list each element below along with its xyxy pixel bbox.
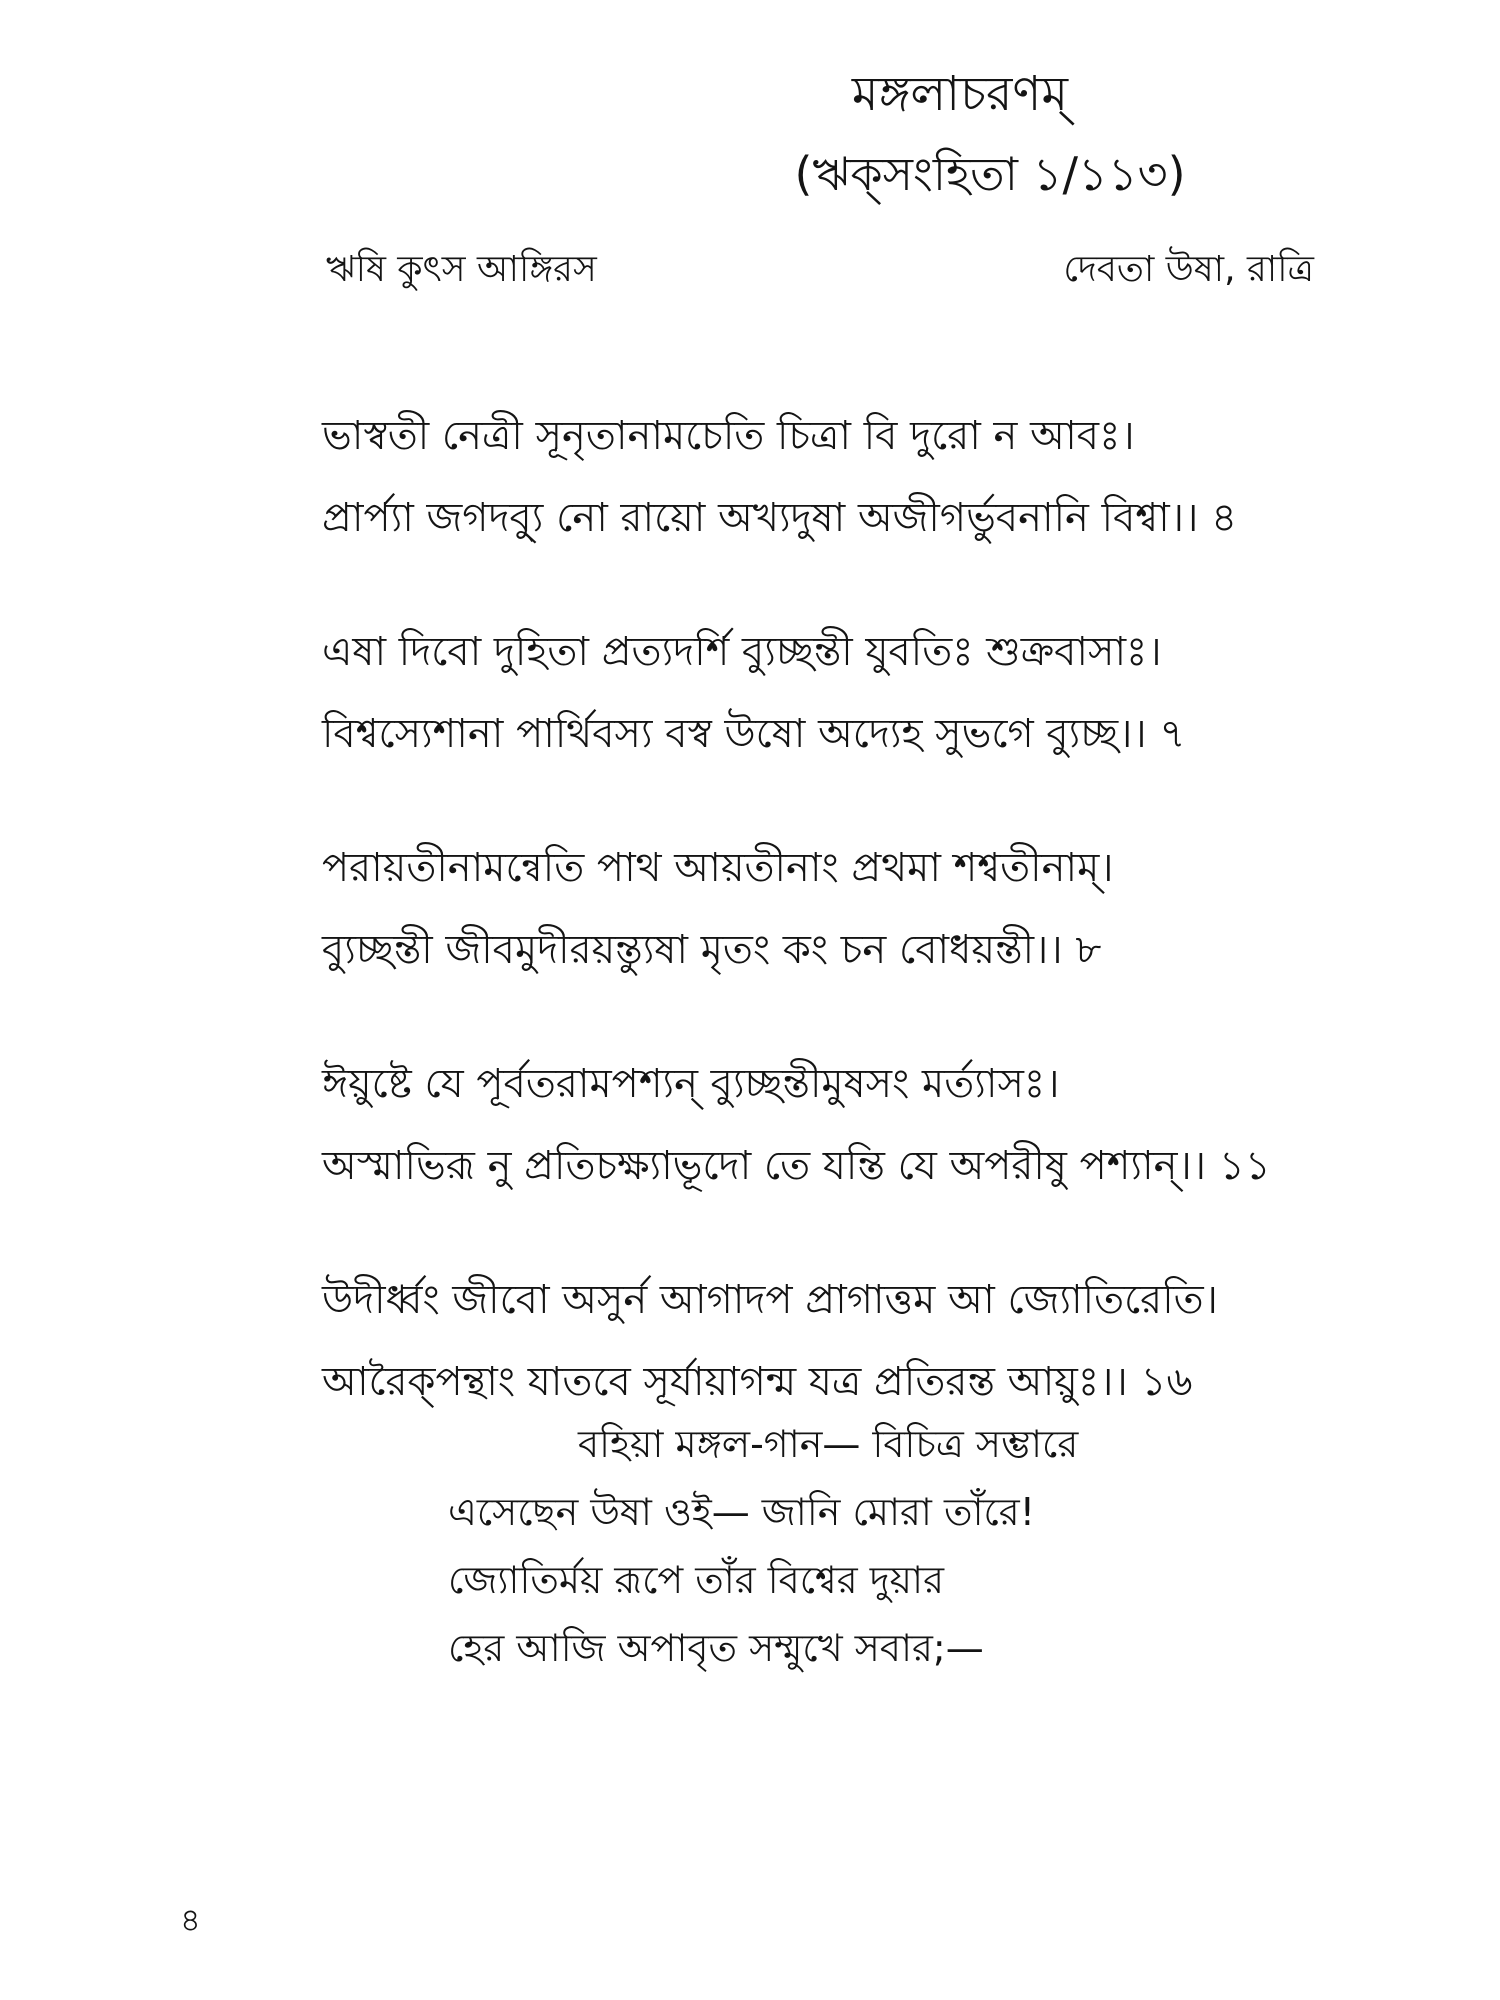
poem-line: বহিয়া মঙ্গল-গান— বিচিত্র সম্ভারে — [578, 1422, 1079, 1466]
verse-stanza — [322, 1259, 1322, 1423]
verse-stanza — [322, 1043, 1322, 1207]
rishi-label: ঋষি কুৎস আঙ্গিরস — [326, 249, 597, 290]
verse-stanza — [322, 395, 1322, 559]
verse-line: অস্মাভিরূ নু প্রতিচক্ষ্যাভূদো তে যন্তি যে অপরীষু পশ্যান্।। ১১ — [322, 1143, 1271, 1189]
poem-line: হের আজি অপাবৃত সম্মুখে সবার;— — [448, 1626, 984, 1670]
verse-line: প্রার্প্যা জগদ্ব্যু নো রায়ো অখ্যদুষা অজীগর্ভুবনানি বিশ্বা।। ৪ — [322, 495, 1238, 541]
page-subtitle: (ঋক্‌সংহিতা ১/১১৩) — [794, 147, 1186, 201]
page-number: ৪ — [180, 1901, 201, 1939]
verse-block — [322, 395, 1322, 1475]
poem-line: এসেছেন উষা ওই— জানি মোরা তাঁরে! — [448, 1490, 1035, 1534]
verse-stanza — [322, 827, 1322, 991]
verse-line: আরৈক্‌পন্থাং যাতবে সূর্যায়াগন্ম যত্র প্রতিরন্ত আয়ুঃ।। ১৬ — [322, 1359, 1193, 1405]
translation-poem — [448, 1410, 1248, 1682]
verse-line: পরায়তীনামন্বেতি পাথ আয়তীনাং প্রথমা শশ্বতীনাম্। — [322, 845, 1114, 891]
verse-line: ভাস্বতী নেত্রী সূনৃতানামচেতি চিত্রা বি দুরো ন আবঃ। — [322, 413, 1135, 459]
verse-line: এষা দিবো দুহিতা প্রত্যদর্শি ব্যুচ্ছন্তী যুবতিঃ শুক্রবাসাঃ। — [322, 629, 1162, 675]
verse-line: ঈয়ুষ্টে যে পূর্বতরামপশ্যন্ ব্যুচ্ছন্তীমুষসং মর্ত্যাসঃ। — [322, 1061, 1060, 1107]
devata-label: দেবতা উষা, রাত্রি — [1063, 249, 1314, 290]
verse-line: ব্যুচ্ছন্তী জীবমুদীরয়ন্ত্যুষা মৃতং কং চন বোধয়ন্তী।। ৮ — [322, 927, 1102, 973]
verse-line: উদীর্ধ্বং জীবো অসুর্ন আগাদপ প্রাগাত্তম আ জ্যোতিরেতি। — [322, 1277, 1218, 1323]
verse-line: বিশ্বস্যেশানা পার্থিবস্য বস্ব উষো অদ্যেহ সুভগে ব্যুচ্ছ।। ৭ — [322, 711, 1186, 757]
verse-stanza — [322, 611, 1322, 775]
page-title: মঙ্গলাচরণম্ — [851, 66, 1069, 122]
poem-line: জ্যোতির্ময় রূপে তাঁর বিশ্বের দুয়ার — [448, 1558, 944, 1602]
